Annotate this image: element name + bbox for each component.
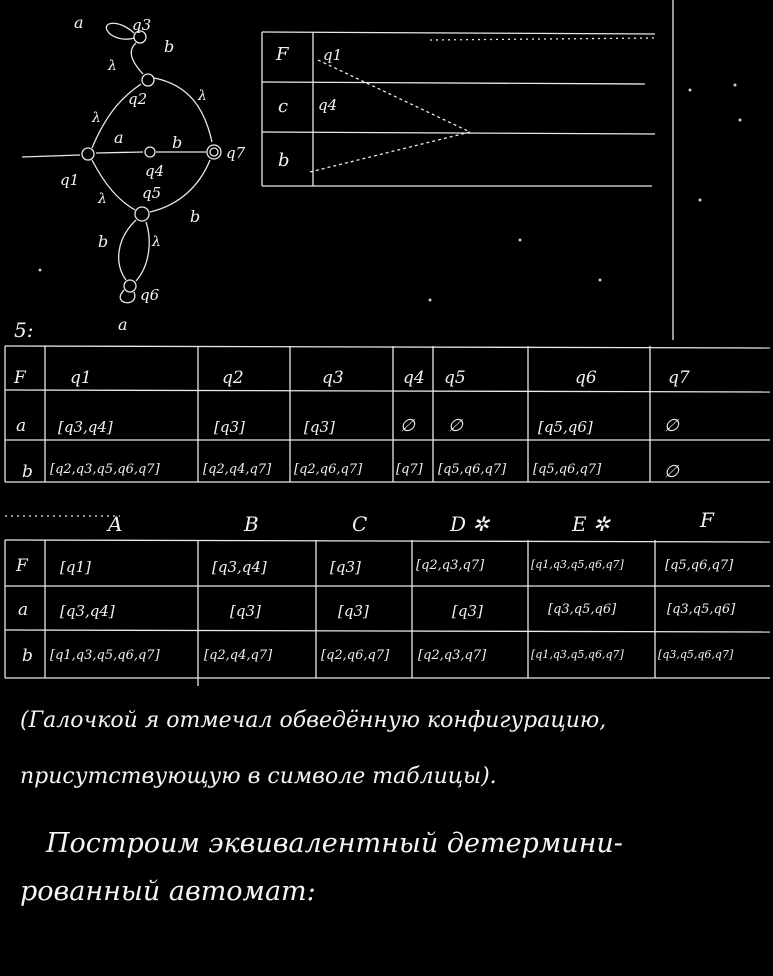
edge-label: λ <box>152 234 161 250</box>
note-line-2: присутствующую в символе таблицы). <box>20 764 497 789</box>
edge-label: a <box>118 315 128 334</box>
table2-col-B: B <box>244 512 259 536</box>
table2-cell: [q3,q5,q6,q7] <box>658 648 734 661</box>
edge-label: λ <box>198 88 207 104</box>
table2-cell: [q3] <box>330 558 361 576</box>
small-table-value: q1 <box>323 46 343 64</box>
table1-cell: ∅ <box>664 416 679 436</box>
table1-cell: [q3] <box>304 418 335 436</box>
table2-cell: [q1] <box>60 558 91 576</box>
edge-label: a <box>74 13 84 32</box>
section-label: 5: <box>14 318 34 342</box>
table2-col-A: A <box>108 512 123 536</box>
edge-label: λ <box>92 110 101 126</box>
table1-cell: [q3] <box>214 418 245 436</box>
small-table <box>0 0 773 340</box>
table2-col-C: C <box>352 512 368 536</box>
table2-cell: [q3] <box>338 602 369 620</box>
table2-cell: [q3,q5,q6] <box>548 602 617 617</box>
edge-label: b <box>98 232 109 251</box>
small-table-head-b: b <box>278 150 290 171</box>
table1-header: q3 <box>322 368 344 388</box>
table1-cell: [q2,q4,q7] <box>203 462 272 477</box>
table2-col-E: E ✲ <box>572 512 610 536</box>
table1-cell: [q5,q6] <box>538 418 593 436</box>
table1-cell: [q3,q4] <box>58 418 113 436</box>
table2-cell: [q5,q6,q7] <box>665 558 734 573</box>
table2-cell: [q3,q4] <box>212 558 267 576</box>
table1-header: q2 <box>222 368 244 388</box>
table2-row-symbol: a <box>18 600 29 620</box>
label-q1: q1 <box>60 171 80 189</box>
edge-label: b <box>172 133 183 152</box>
para-line-2: рованный автомат: <box>20 876 316 907</box>
table1-header: F <box>14 368 26 388</box>
table2-col-F: F <box>700 508 714 532</box>
table2-cell: [q1,q3,q5,q6,q7] <box>531 648 624 661</box>
table2-col-D: D ✲ <box>450 512 490 536</box>
table2-cell: [q2,q3,q7] <box>418 648 487 663</box>
table2-cell: [q2,q6,q7] <box>321 648 390 663</box>
label-q6: q6 <box>140 286 160 304</box>
para-line-1: Построим эквивалентный детермини- <box>46 828 623 859</box>
table1-header: q4 <box>403 368 425 388</box>
table1-row-symbol: b <box>22 462 33 482</box>
edge-label: a <box>114 128 124 147</box>
note-line-1: (Галочкой я отмечал обведённую конфигурацию, <box>20 708 607 733</box>
table2-cell: [q3] <box>230 602 261 620</box>
label-q5: q5 <box>142 184 162 202</box>
label-q4: q4 <box>145 162 165 180</box>
edge-label: λ <box>98 191 107 207</box>
table1-cell: [q2,q6,q7] <box>294 462 363 477</box>
table2-cell: [q1,q3,q5,q6,q7] <box>50 648 160 663</box>
table2-row-symbol: F <box>16 556 28 576</box>
table1-header: q7 <box>668 368 690 388</box>
label-q2: q2 <box>128 90 148 108</box>
table2-cell: [q3,q5,q6] <box>667 602 736 617</box>
table2-cell: [q3] <box>452 602 483 620</box>
table1-cell: [q2,q3,q5,q6,q7] <box>50 462 160 477</box>
small-table-head-F: F <box>276 44 289 65</box>
edge-label: b <box>190 207 201 226</box>
table1-header: q5 <box>444 368 466 388</box>
table2-cell: [q3,q4] <box>60 602 115 620</box>
table1-cell: ∅ <box>448 416 463 436</box>
table1-header: q6 <box>575 368 597 388</box>
table1-cell: [q5,q6,q7] <box>438 462 507 477</box>
table2-cell: [q2,q4,q7] <box>204 648 273 663</box>
table2-cell: [q1,q3,q5,q6,q7] <box>531 558 624 571</box>
table1-cell: ∅ <box>664 462 679 482</box>
small-table-value: q4 <box>318 96 338 114</box>
small-table-head-c: c <box>278 96 289 117</box>
table1-header: q1 <box>70 368 92 388</box>
table2-cell: [q2,q3,q7] <box>416 558 485 573</box>
label-q7: q7 <box>226 144 246 162</box>
label-q3: q3 <box>132 16 152 34</box>
edge-label: λ <box>108 58 117 74</box>
table1-cell: [q7] <box>396 462 423 477</box>
table1-row-symbol: a <box>16 416 27 436</box>
table2-row-symbol: b <box>22 646 33 666</box>
table1-cell: ∅ <box>400 416 415 436</box>
edge-label: b <box>164 37 175 56</box>
table1-cell: [q5,q6,q7] <box>533 462 602 477</box>
